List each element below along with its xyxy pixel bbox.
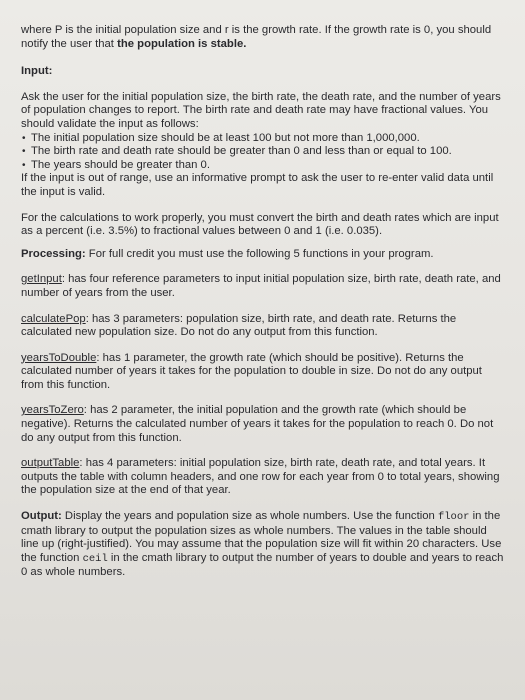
function-name: yearsToDouble [21,351,97,364]
function-outputtable [21,457,507,498]
function-yearstodouble [21,352,507,393]
function-desc: : has 1 parameter, the growth rate (which should be positive). Returns the calculated number of years it takes for the population to double in size. Do not do any output from this function. [21,351,482,391]
intro-bold: the population is stable. [117,37,247,50]
output-text: in the cmath library to output the population sizes as whole numbers. The values in the table should line up (right-justified). You may assume that the population size will fit within 20 characters. Use the function [21,510,502,564]
function-desc: : has 4 parameters: initial population size, birth rate, death rate, and total years. It outputs the table with column headers, and one row for each year from 0 to total years, showing the population size at the end of that year. [21,457,500,497]
processing-text: For full credit you must use the following 5 functions in your program. [85,247,434,260]
output-heading: Output: [21,510,62,523]
function-calculatepop [21,313,507,340]
function-name: outputTable [21,457,80,470]
input-paragraph: Ask the user for the initial population size, the birth rate, the death rate, and the number of years of population changes to report. The birth rate and death rate may have fractional values. You should validate the input as follows: [21,90,501,130]
function-desc: : has 2 parameter, the initial population and the growth rate (which should be negative). Returns the calculated number of years it takes for the population to reach 0. Do not do any output from this function. [21,404,494,444]
function-name: yearsToZero [21,404,84,417]
code-ceil: ceil [82,552,108,565]
function-name: calculatePop [21,312,86,325]
processing-paragraph [21,248,507,262]
validation-item: • The years should be greater than 0. [21,159,507,173]
validation-list [21,132,507,173]
code-floor: floor [437,511,470,524]
function-name: getInput [21,273,62,286]
function-yearstozero [21,404,507,445]
function-getinput [21,273,507,300]
output-text: in the cmath library to output the number of years to double and years to reach 0 as whole numbers. [21,551,504,579]
validation-item: • The birth rate and death rate should be greater than 0 and less than or equal to 100. [21,145,507,159]
function-desc: : has 3 parameters: population size, birth rate, and death rate. Returns the calculated new population size. Do not do any output from this function. [21,312,457,339]
processing-heading: Processing: [21,247,86,260]
input-heading: Input: [21,65,53,78]
range-note: If the input is out of range, use an informative prompt to ask the user to re-enter valid data until the input is valid. [21,172,494,198]
intro-paragraph [21,24,507,51]
validation-item: • The initial population size should be at least 100 but not more than 1,000,000. [21,132,507,146]
output-paragraph [21,510,507,580]
convert-note: For the calculations to work properly, you must convert the birth and death rates which are input as a percent (i.e. 3.5%) to fractional values between 0 and 1 (i.e. 0.035). [21,211,499,238]
output-text: Display the years and population size as whole numbers. Use the function [61,510,438,523]
function-desc: : has four reference parameters to input initial population size, birth rate, death rate, and number of years from the user. [21,273,501,299]
intro-text: where P is the initial population size and r is the growth rate. If the growth rate is 0, you should notify the user that [21,24,492,50]
